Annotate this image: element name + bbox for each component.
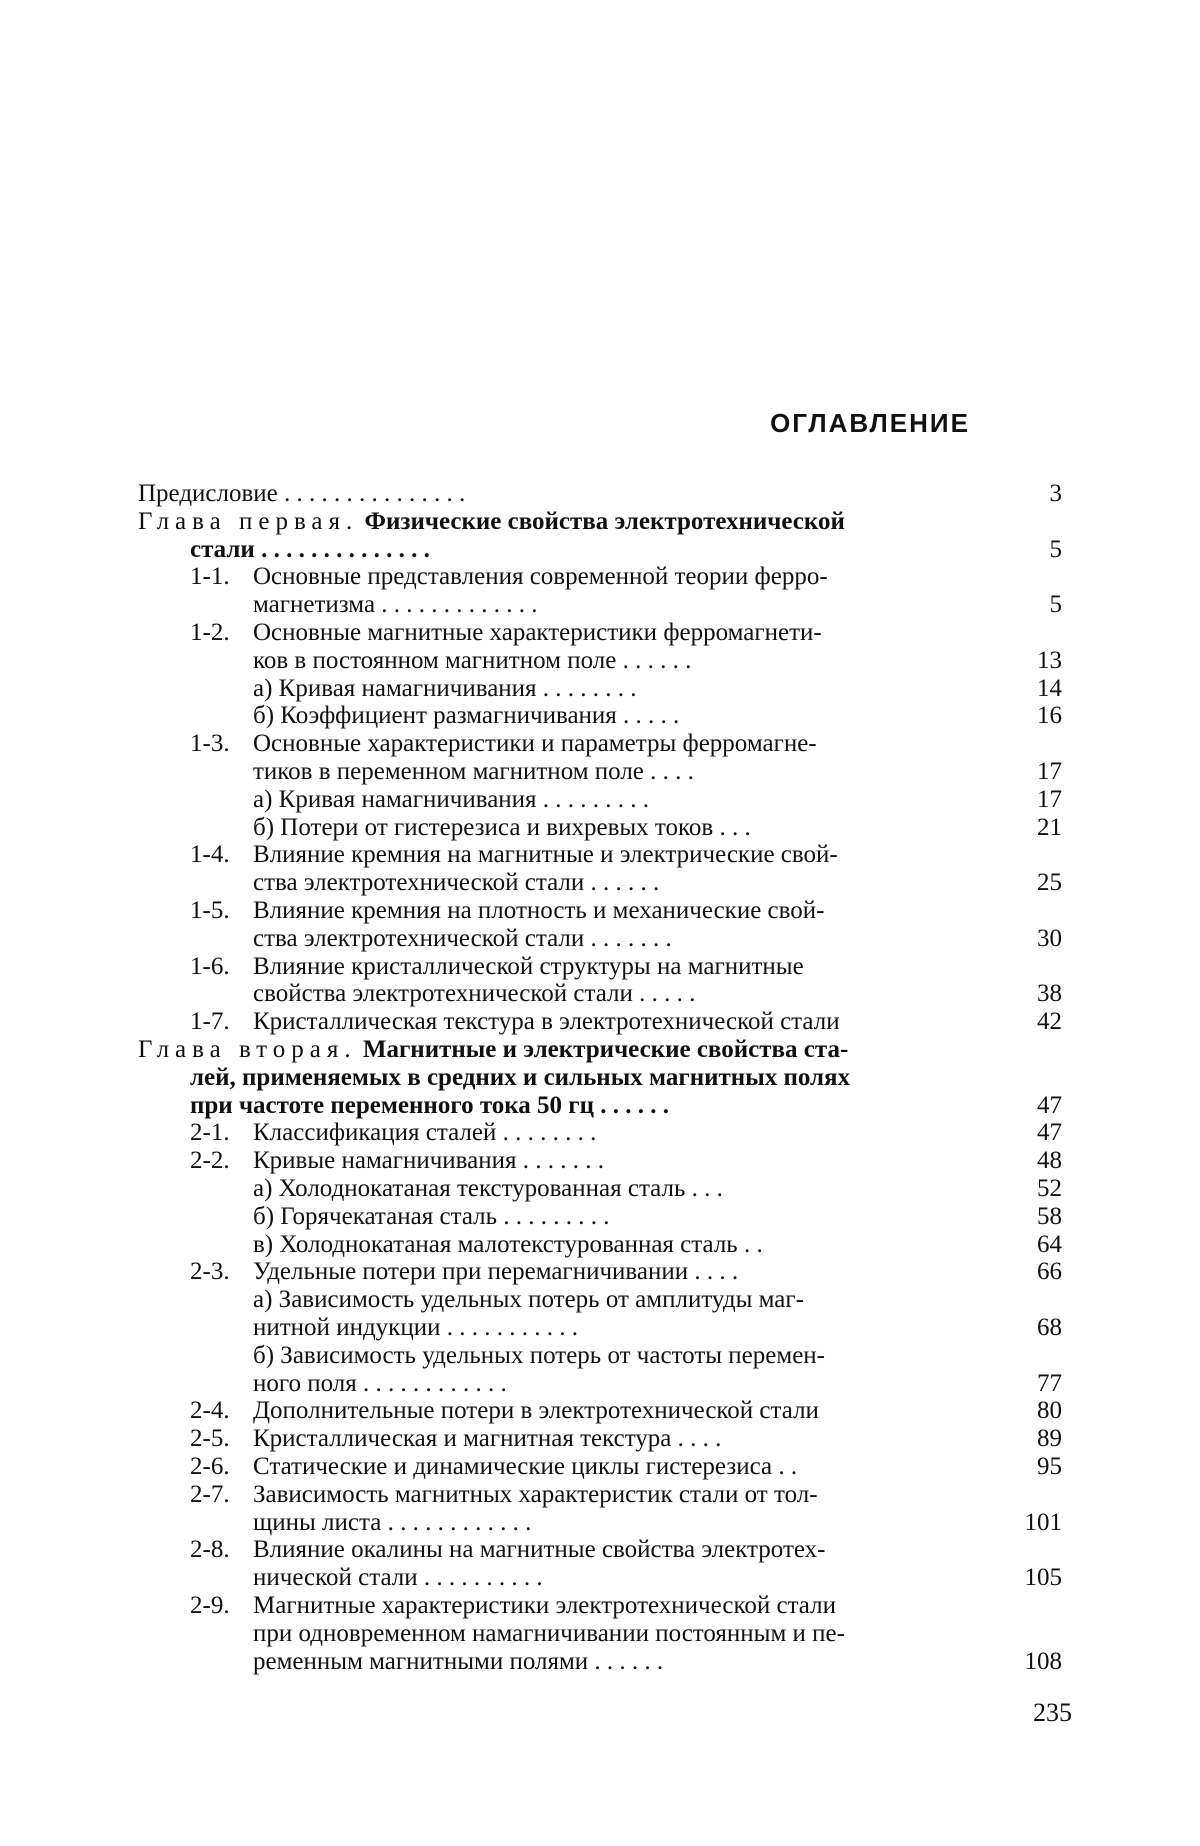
section-number: 1-6.	[190, 952, 230, 980]
page-ref: 68	[1037, 1314, 1062, 1341]
entry-title-line: Влияние кристаллической структуры на магнитные	[253, 952, 804, 980]
entry-title-line: б) Горячекатаная сталь . . . . . . . . .	[253, 1202, 610, 1230]
page-title: ОГЛАВЛЕНИЕ	[770, 408, 970, 438]
page-ref: 66	[1037, 1258, 1062, 1286]
chapter-label: Глава вторая.	[138, 1036, 357, 1063]
entry-title-line: тиков в переменном магнитном поле . . . .	[253, 758, 694, 785]
entry-title-line: ства электротехнической стали . . . . . . .	[253, 924, 672, 952]
section-number: 2-4.	[190, 1397, 230, 1425]
page-number: 235	[1033, 1698, 1072, 1727]
section-number: 1-3.	[190, 730, 230, 758]
entry-title-line: Влияние кремния на магнитные и электрические свой-	[253, 841, 838, 869]
entry-title-line: а) Кривая намагничивания . . . . . . . .	[253, 674, 637, 702]
entry-title-line: в) Холоднокатаная малотекстурованная сталь . .	[253, 1230, 763, 1258]
page-ref: 3	[1049, 480, 1062, 507]
entry-title-line: б) Потери от гистерезиса и вихревых токов . . .	[253, 813, 751, 841]
chapter-title-line: стали . . . . . . . . . . . . . .	[190, 535, 430, 563]
section-number: 2-6.	[190, 1453, 230, 1480]
page-ref: 105	[1024, 1564, 1062, 1592]
page-ref: 95	[1037, 1453, 1062, 1480]
section-number: 1-7.	[190, 1008, 230, 1036]
page-ref: 64	[1037, 1230, 1062, 1258]
page-ref: 77	[1037, 1369, 1062, 1397]
entry-title-line: Предисловие . . . . . . . . . . . . . . .	[138, 480, 466, 507]
section-number: 2-2.	[190, 1147, 230, 1175]
page-ref: 14	[1037, 674, 1062, 702]
section-number: 2-8.	[190, 1536, 230, 1564]
page-ref: 48	[1037, 1147, 1062, 1175]
page-ref: 101	[1024, 1508, 1062, 1536]
page-ref: 17	[1037, 758, 1062, 785]
section-number: 1-2.	[190, 619, 230, 646]
page-ref: 5	[1049, 535, 1062, 563]
entry-title-line: Кристаллическая текстура в электротехнической стали	[253, 1008, 840, 1036]
chapter-label: Глава первая.	[138, 507, 359, 535]
page-ref: 108	[1024, 1647, 1062, 1675]
entry-title-line: магнетизма . . . . . . . . . . . . .	[253, 591, 538, 619]
entry-title-line: б) Зависимость удельных потерь от частоты перемен-	[253, 1341, 825, 1369]
section-number: 1-4.	[190, 841, 230, 869]
entry-title-line: Удельные потери при перемагничивании . . . .	[253, 1258, 739, 1286]
entry-title-line: Классификация сталей . . . . . . . .	[253, 1119, 597, 1147]
entry-title-line: Основные магнитные характеристики ферромагнети-	[253, 619, 822, 646]
entry-title-line: ства электротехнической стали . . . . . .	[253, 869, 660, 897]
page-ref: 52	[1037, 1175, 1062, 1202]
entry-title-line: Основные представления современной теории ферро-	[253, 563, 828, 591]
page-ref: 21	[1037, 813, 1062, 841]
page-ref: 80	[1037, 1397, 1062, 1425]
page-ref: 13	[1037, 646, 1062, 674]
entry-title-line: нической стали . . . . . . . . . .	[253, 1564, 543, 1592]
page-ref: 5	[1049, 591, 1062, 619]
chapter-title-line: лей, применяемых в средних и сильных магнитных полях	[190, 1063, 851, 1091]
page-ref: 47	[1037, 1119, 1062, 1147]
entry-title-line: Зависимость магнитных характеристик стали от тол-	[253, 1480, 818, 1508]
chapter-title-line: Физические свойства электротехнической	[364, 507, 845, 535]
entry-title-line: а) Зависимость удельных потерь от амплитуды маг-	[253, 1286, 804, 1314]
chapter-title-line: при частоте переменного тока 50 гц . . . . . .	[190, 1091, 670, 1119]
entry-title-line: Дополнительные потери в электротехнической стали	[253, 1397, 819, 1425]
section-number: 1-5.	[190, 897, 230, 924]
section-number: 2-3.	[190, 1258, 230, 1286]
entry-title-line: Влияние кремния на плотность и механические свой-	[253, 897, 825, 924]
page-ref: 89	[1037, 1425, 1062, 1453]
entry-title-line: Кривые намагничивания . . . . . . .	[253, 1147, 605, 1175]
page-ref: 38	[1037, 980, 1062, 1008]
section-number: 2-7.	[190, 1480, 230, 1508]
entry-title-line: Основные характеристики и параметры ферромагне-	[253, 730, 817, 758]
page-ref: 30	[1037, 924, 1062, 952]
entry-title-line: Магнитные характеристики электротехнической стали	[253, 1592, 836, 1619]
page-ref: 42	[1037, 1008, 1062, 1036]
entry-title-line: Кристаллическая и магнитная текстура . . . .	[253, 1425, 722, 1453]
entry-title-line: а) Холоднокатаная текстурованная сталь . . .	[253, 1175, 723, 1202]
entry-title-line: ного поля . . . . . . . . . . . .	[253, 1369, 507, 1397]
page-ref: 47	[1037, 1091, 1062, 1119]
entry-title-line: нитной индукции . . . . . . . . . . .	[253, 1314, 578, 1341]
section-number: 2-5.	[190, 1425, 230, 1453]
entry-title-line: ременным магнитными полями . . . . . .	[253, 1647, 664, 1675]
entry-title-line: а) Кривая намагничивания . . . . . . . . .	[253, 785, 650, 813]
entry-title-line: ков в постоянном магнитном поле . . . . . .	[253, 646, 692, 674]
page-ref: 58	[1037, 1202, 1062, 1230]
entry-title-line: щины листа . . . . . . . . . . . .	[253, 1508, 532, 1536]
section-number: 2-9.	[190, 1592, 230, 1619]
section-number: 1-1.	[190, 563, 230, 591]
entry-title-line: при одновременном намагничивании постоянным и пе-	[253, 1619, 845, 1647]
chapter-title-line: Магнитные и электрические свойства ста-	[362, 1036, 849, 1063]
entry-title-line: б) Коэффициент размагничивания . . . . .	[253, 702, 680, 730]
section-number: 2-1.	[190, 1119, 230, 1147]
page-ref: 16	[1037, 702, 1062, 730]
entry-title-line: Влияние окалины на магнитные свойства электротех-	[253, 1536, 826, 1564]
entry-title-line: свойства электротехнической стали . . . . .	[253, 980, 696, 1008]
entry-title-line: Статические и динамические циклы гистерезиса . .	[253, 1453, 798, 1480]
page-ref: 25	[1037, 869, 1062, 897]
page-ref: 17	[1037, 785, 1062, 813]
